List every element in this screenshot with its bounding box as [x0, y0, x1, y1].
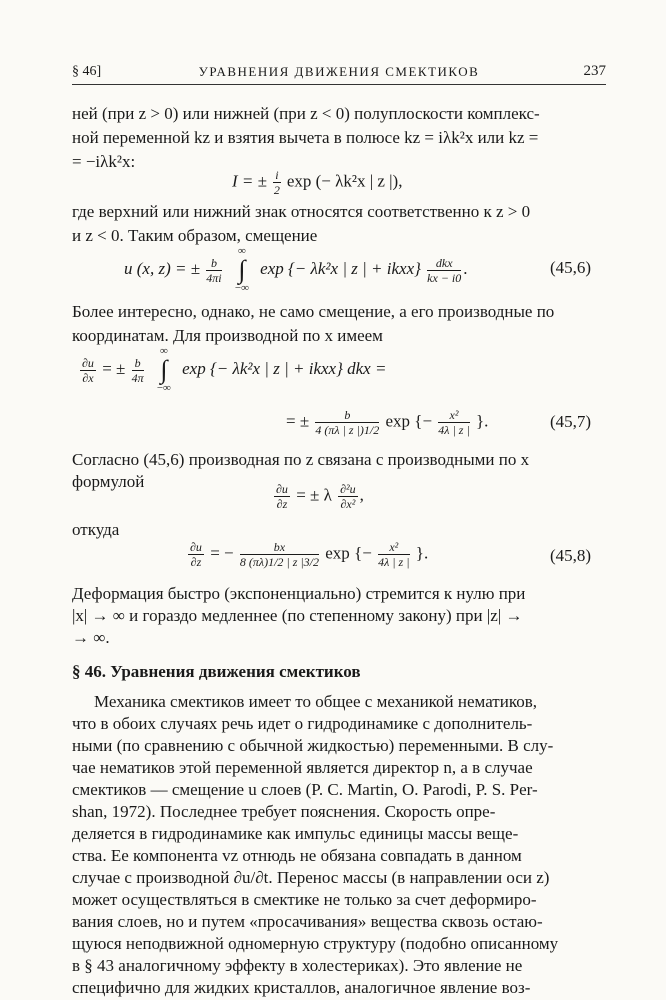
- text-line: shan, 1972). Последнее требует пояснения. Скорость опре-: [72, 802, 496, 821]
- text-line: ней (при z > 0) или нижней (при z < 0) полуплоскости комплекс-: [72, 104, 540, 123]
- text-line: |x| → ∞ и гораздо медленнее (по степенному закону) при |z| →: [72, 606, 523, 625]
- text-line: Более интересно, однако, не само смещение, а его производные по: [72, 302, 555, 321]
- integral-sign: ∞ ∫ −∞: [156, 345, 171, 394]
- text-line: ными (по сравнению с обычной жидкостью) переменными. В слу-: [72, 736, 554, 755]
- header-section: § 46]: [72, 64, 102, 79]
- text-line: и z < 0. Таким образом, смещение: [72, 226, 318, 245]
- section-heading: § 46. Уравнения движения смектиков: [72, 662, 361, 681]
- equation-number: (45,6): [550, 258, 592, 277]
- equation-45-6: u (x, z) = ± $\frac{b}{4\pi i}$ ∞ ∫ −∞ exp {− λk²x | z | + ikxx} $\frac{\text{dkx}}{kx - i0}$ .: [124, 245, 468, 294]
- text-line: = −iλk²x:: [72, 152, 136, 171]
- text-line: щуюся неподвижной одномерную структуру (подобно описанному: [72, 934, 559, 953]
- text-line: чае нематиков этой переменной является директор n, а в случае: [72, 758, 533, 777]
- text-line: в § 43 аналогичному эффекту в холестериках). Это явление не: [72, 956, 523, 975]
- eq-I-fraction: $\frac{i}{2}$: [273, 168, 280, 197]
- header-title: УРАВНЕНИЯ ДВИЖЕНИЯ СМЕКТИКОВ: [198, 64, 480, 79]
- text-line: смектиков — смещение u слоев (P. C. Martin, O. Parodi, P. S. Per-: [72, 780, 538, 799]
- text-line: координатам. Для производной по x имеем: [72, 326, 383, 345]
- text-line: → ∞.: [72, 628, 110, 647]
- text-line: откуда: [72, 520, 120, 539]
- text-line: ства. Ее компонента vz отнюдь не обязана совпадать в данном: [72, 846, 522, 865]
- text-line: деляется в гидродинамике как импульс единицы массы веще-: [72, 824, 519, 843]
- text-line: формулой: [72, 472, 145, 491]
- text-line: может осуществляться в смектике не только за счет деформиро-: [72, 890, 537, 909]
- text-line: ной переменной kz и взятия вычета в полюсе kz = iλk²x или kz =: [72, 128, 539, 147]
- equation-45-7a: $\frac{\partial u}{\partial x}$ = ± $\frac{b}{4\pi}$ ∞ ∫ −∞ exp {− λk²x | z | + ikxx} dkx =: [82, 345, 387, 394]
- text-line: где верхний или нижний знак относятся соответственно к z > 0: [72, 202, 531, 221]
- integral-sign: ∞ ∫ −∞: [234, 245, 249, 294]
- text-line: Согласно (45,6) производная по z связана с производными по x: [72, 450, 530, 469]
- equation-45-7b: = ± $\frac{b}{4 (\pi\lambda | z |)1/2}$ exp {− $\frac{\text{x²}}{4\lambda | z |}$ }.: [286, 408, 489, 437]
- eq-I-lhs: I = ±: [232, 171, 267, 191]
- eq-I-rhs: exp (− λk²x | z |),: [286, 171, 403, 191]
- text-line: вания слоев, но и путем «просачивания» вещества сквозь остаю-: [72, 912, 543, 931]
- equation-45-8: $\frac{\partial u}{\partial z}$ = − $\frac{bx}{8 (\pi\lambda)1/2 | z |3/2}$ exp {− $\frac{\text{x²}}{4\lambda | z |}$ }.: [190, 540, 429, 569]
- text-line: что в обоих случаях речь идет о гидродинамике с дополнитель-: [72, 714, 533, 733]
- running-header: [72, 62, 606, 85]
- text-line: Механика смектиков имеет то общее с механикой нематиков,: [94, 692, 537, 711]
- page-number: 237: [583, 63, 606, 79]
- text-line: Деформация быстро (экспоненциально) стремится к нулю при: [72, 584, 526, 603]
- equation-number: (45,8): [550, 546, 592, 565]
- equation-relation: $\frac{\partial u}{\partial z}$ = ± λ $\frac{\text{∂²u}}{\text{∂x²}}$ ,: [276, 482, 364, 511]
- text-line: специфично для жидких кристаллов, аналогичное явление воз-: [72, 978, 531, 997]
- text-line: случае с производной ∂u/∂t. Перенос массы (в направлении оси z): [72, 868, 550, 887]
- equation-number: (45,7): [550, 412, 592, 431]
- equation-I: [232, 168, 402, 197]
